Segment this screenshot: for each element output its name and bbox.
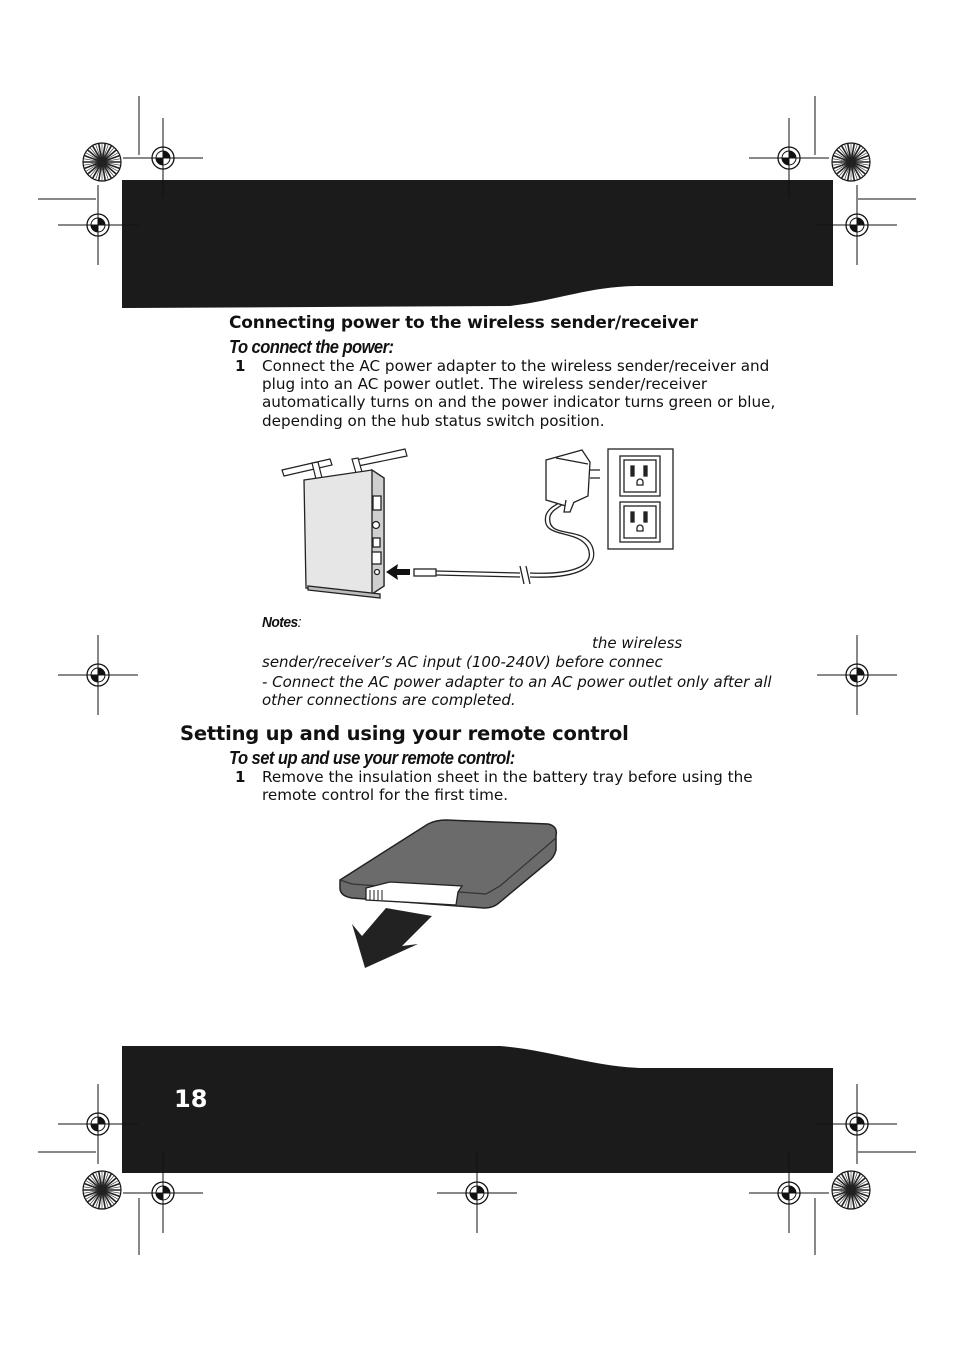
power-step-line: Connect the AC power adapter to the wireless sender/receiver and <box>262 357 770 375</box>
remote-step-line: Remove the insulation sheet in the battery tray before using the <box>262 768 753 786</box>
notes-label-text: Notes <box>262 614 298 631</box>
note-line: other connections are completed. <box>262 691 516 709</box>
power-section-heading: Connecting power to the wireless sender/receiver <box>229 313 698 333</box>
pull-arrow-icon <box>352 908 432 968</box>
notes-colon: : <box>297 614 301 631</box>
page-number: 18 <box>174 1085 208 1113</box>
remote-step-number: 1 <box>235 768 246 786</box>
power-step-number: 1 <box>235 357 246 375</box>
power-step-line: depending on the hub status switch position. <box>262 411 605 430</box>
note-fragment-right: the wireless <box>592 634 683 652</box>
remote-section-heading: Setting up and using your remote control <box>180 722 629 745</box>
power-step-line: plug into an AC power outlet. The wireless sender/receiver <box>262 375 708 394</box>
note-fragment-line: sender/receiver’s AC input (100-240V) before connec <box>262 653 663 671</box>
remote-step-line: remote control for the first time. <box>262 786 509 805</box>
power-step-line: automatically turns on and the power indicator turns green or blue, <box>262 393 776 412</box>
remote-subheading: To set up and use your remote control: <box>229 748 515 768</box>
note-line: - Connect the AC power adapter to an AC power outlet only after all <box>262 673 772 691</box>
insulation-sheet <box>366 882 462 905</box>
power-subheading: To connect the power: <box>229 337 394 357</box>
